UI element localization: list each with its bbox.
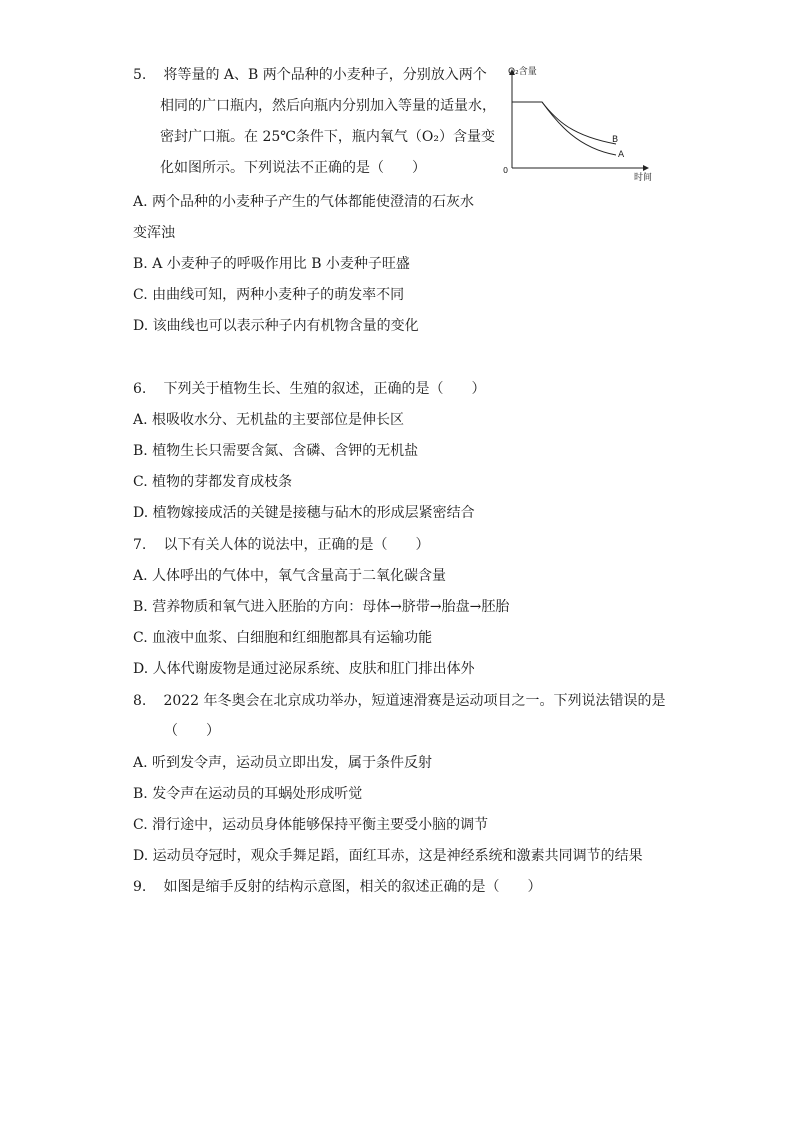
curve-b [512,102,619,145]
origin-label: 0 [503,166,509,175]
q7-stem [133,536,429,554]
q5-line-1 [133,66,487,84]
q8-option-d: D. 运动员夺冠时，观众手舞足蹈，面红耳赤，这是神经系统和激素共同调节的结果 [133,848,643,864]
q8-option-b: B. 发令声在运动员的耳蜗处形成听觉 [133,786,363,802]
q5-oxygen-graph [498,60,663,185]
q6-option-c: C. 植物的芽都发育成枝条 [133,474,293,490]
q8-number: 8. [133,693,147,709]
q8-stem [133,692,666,710]
q5-number: 5. [133,67,147,83]
q6-number: 6. [133,381,147,397]
q8-option-a: A. 听到发令声，运动员立即出发，属于条件反射 [133,755,433,771]
q9-number: 9. [133,879,147,895]
q7-option-d: D. 人体代谢废物是通过泌尿系统、皮肤和肛门排出体外 [133,661,475,677]
y-axis-label: O₂含量 [508,67,537,77]
q5-stem-1: 将等量的 A、B 两个品种的小麦种子，分别放入两个 [163,67,487,83]
q5-option-a: A. 两个品种的小麦种子产生的气体都能使澄清的石灰水 [133,194,475,210]
q7-option-c: C. 血液中血浆、白细胞和红细胞都具有运输功能 [133,630,433,646]
q5-option-c: C. 由曲线可知，两种小麦种子的萌发率不同 [133,287,405,303]
q7-option-a: A. 人体呼出的气体中，氧气含量高于二氧化碳含量 [133,568,447,584]
q6-text: 下列关于植物生长、生殖的叙述，正确的是（ ） [163,381,486,397]
q9-stem [133,878,541,896]
q5-stem-2: 相同的广口瓶内，然后向瓶内分别加入等量的适量水， [160,98,496,114]
q8-option-c: C. 滑行途中，运动员身体能够保持平衡主要受小脑的调节 [133,817,489,833]
q6-option-b: B. 植物生长只需要含氮、含磷、含钾的无机盐 [133,443,419,459]
q6-option-a: A. 根吸收水分、无机盐的主要部位是伸长区 [133,412,405,428]
q9-text: 如图是缩手反射的结构示意图，相关的叙述正确的是（ ） [163,879,542,895]
q5-option-a-cont: 变浑浊 [133,225,175,241]
curve-b-label: B [612,135,619,145]
q8-stem-cont: （ ） [164,723,220,739]
q5-stem-4: 化如图所示。下列说法不正确的是（ ） [160,160,426,176]
q7-text: 以下有关人体的说法中，正确的是（ ） [163,537,430,553]
q6-option-d: D. 植物嫁接成活的关键是接穗与砧木的形成层紧密结合 [133,505,475,521]
oxygen-content-chart [498,60,663,185]
curve-a-label: A [618,150,625,160]
q7-number: 7. [133,537,147,553]
q5-option-b: B. A 小麦种子的呼吸作用比 B 小麦种子旺盛 [133,256,410,272]
q5-stem-3: 密封广口瓶。在 25℃条件下，瓶内氧气（O₂）含量变 [160,129,496,145]
q7-option-b: B. 营养物质和氧气进入胚胎的方向：母体→脐带→胎盘→胚胎 [133,599,510,615]
curve-a [512,102,619,155]
x-axis-label: 时间 [634,173,653,183]
q5-option-d: D. 该曲线也可以表示种子内有机物含量的变化 [133,318,419,334]
q8-text: 2022 年冬奥会在北京成功举办，短道速滑赛是运动项目之一。下列说法错误的是 [163,693,666,709]
q6-stem [133,380,485,398]
